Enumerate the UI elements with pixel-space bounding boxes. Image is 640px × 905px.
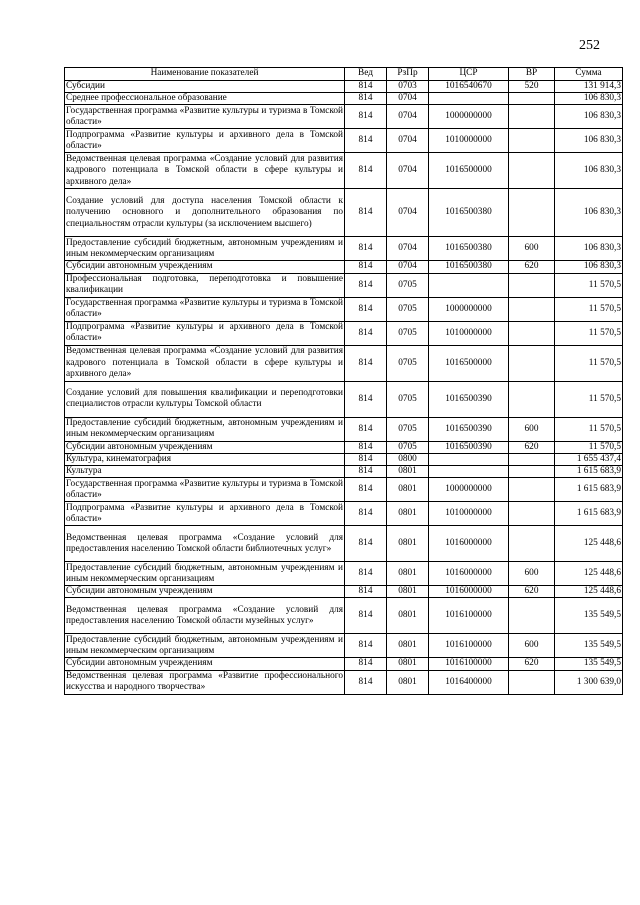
table-row (65, 478, 623, 502)
header-csr: ЦСР (429, 68, 509, 81)
row-name: Среднее профессиональное образование (65, 93, 345, 105)
row-sum: 125 448,6 (555, 562, 623, 586)
row-vr: 620 (509, 658, 555, 670)
row-csr: 1016500390 (429, 381, 509, 417)
table-row (65, 345, 623, 381)
row-ved: 814 (345, 502, 387, 526)
row-csr: 1016400000 (429, 670, 509, 694)
row-sum: 106 830,3 (555, 129, 623, 153)
row-rzpr: 0704 (387, 153, 429, 189)
row-vr (509, 381, 555, 417)
row-name: Субсидии автономным учреждениям (65, 586, 345, 598)
row-name: Ведомственная целевая программа «Развитие профессионального искусства и народного творчества» (66, 670, 343, 693)
row-ved: 814 (345, 345, 387, 381)
row-name: Культура (65, 466, 345, 478)
row-name: Подпрограмма «Развитие культуры и архивного дела в Томской области» (66, 129, 343, 151)
row-csr (429, 453, 509, 465)
header-ved: Вед (345, 68, 387, 81)
row-csr (429, 466, 509, 478)
row-ved: 814 (345, 478, 387, 502)
row-vr (509, 345, 555, 381)
row-name: Создание условий для доступа населения Томской области к получению основного и дополнительного образования по специальностям отрасли культуры (за исключением высшего) (65, 189, 345, 237)
table-row (65, 441, 623, 453)
row-csr: 1016500380 (429, 261, 509, 273)
row-vr (509, 297, 555, 321)
row-csr: 1016000000 (429, 586, 509, 598)
page-number: 252 (579, 38, 600, 53)
row-rzpr: 0703 (387, 81, 429, 93)
table-row (65, 93, 623, 105)
row-vr (509, 93, 555, 105)
row-sum: 106 830,3 (555, 105, 623, 129)
row-vr: 600 (509, 634, 555, 658)
row-sum: 106 830,3 (555, 93, 623, 105)
row-csr (429, 273, 509, 297)
row-ved: 814 (345, 189, 387, 237)
row-rzpr: 0800 (387, 453, 429, 465)
row-vr (509, 466, 555, 478)
row-name: Ведомственная целевая программа «Создание условий для предоставления населению Томской области библиотечных услуг» (65, 526, 345, 562)
row-csr: 1016100000 (429, 658, 509, 670)
row-ved: 814 (345, 297, 387, 321)
row-sum: 11 570,5 (555, 417, 623, 441)
row-sum: 11 570,5 (555, 297, 623, 321)
row-rzpr: 0801 (387, 466, 429, 478)
row-csr: 1016500000 (429, 153, 509, 189)
row-rzpr: 0704 (387, 189, 429, 237)
row-rzpr: 0801 (387, 598, 429, 634)
row-vr (509, 321, 555, 345)
row-vr: 600 (509, 562, 555, 586)
row-ved: 814 (345, 466, 387, 478)
row-csr: 1016100000 (429, 634, 509, 658)
row-name: Профессиональная подготовка, переподготовка и повышение квалификации (66, 273, 343, 296)
header-sum: Сумма (555, 68, 623, 81)
row-vr (509, 526, 555, 562)
row-sum: 106 830,3 (555, 189, 623, 237)
row-ved: 814 (345, 634, 387, 658)
row-rzpr: 0705 (387, 381, 429, 417)
row-sum: 106 830,3 (555, 237, 623, 261)
table-row (65, 237, 623, 261)
row-rzpr: 0705 (387, 321, 429, 345)
row-rzpr: 0704 (387, 129, 429, 153)
row-ved: 814 (345, 526, 387, 562)
table-row (65, 586, 623, 598)
row-csr: 1016500000 (429, 345, 509, 381)
row-name: Ведомственная целевая программа «Создание условий для предоставления населению Томской области музейных услуг» (65, 598, 345, 634)
row-rzpr: 0801 (387, 502, 429, 526)
header-vr: ВР (509, 68, 555, 81)
row-vr: 600 (509, 417, 555, 441)
row-name: Предоставление субсидий бюджетным, автономным учреждениям и иным некоммерческим организациям (66, 417, 343, 440)
row-vr (509, 189, 555, 237)
table-row (65, 466, 623, 478)
row-vr (509, 598, 555, 634)
row-rzpr: 0801 (387, 526, 429, 562)
row-csr: 1010000000 (429, 321, 509, 345)
row-vr (509, 453, 555, 465)
row-vr (509, 502, 555, 526)
row-name: Субсидии автономным учреждениям (65, 441, 345, 453)
row-name: Предоставление субсидий бюджетным, автономным учреждениям и иным некоммерческим организациям (66, 634, 343, 656)
row-name: Государственная программа «Развитие культуры и туризма в Томской области» (66, 105, 343, 127)
row-sum: 1 300 639,0 (555, 670, 623, 694)
row-rzpr: 0705 (387, 273, 429, 297)
row-rzpr: 0705 (387, 297, 429, 321)
row-rzpr: 0704 (387, 237, 429, 261)
table-row (65, 321, 623, 345)
row-csr: 1016500390 (429, 441, 509, 453)
row-csr: 1016000000 (429, 562, 509, 586)
row-rzpr: 0801 (387, 478, 429, 502)
row-rzpr: 0801 (387, 586, 429, 598)
table-row (65, 105, 623, 129)
row-name: Культура, кинематография (65, 453, 345, 465)
row-name: Создание условий для повышения квалификации и переподготовки специалистов отрасли культуры Томской области (65, 381, 345, 417)
table-row (65, 453, 623, 465)
table-row (65, 526, 623, 562)
row-rzpr: 0705 (387, 441, 429, 453)
row-name: Государственная программа «Развитие культуры и туризма в Томской области» (66, 297, 343, 320)
row-sum: 125 448,6 (555, 586, 623, 598)
header-name: Наименование показателей (65, 68, 345, 81)
row-rzpr: 0705 (387, 345, 429, 381)
row-rzpr: 0704 (387, 105, 429, 129)
row-sum: 11 570,5 (555, 345, 623, 381)
row-sum: 135 549,5 (555, 658, 623, 670)
table-row (65, 634, 623, 658)
row-ved: 814 (345, 261, 387, 273)
row-name: Ведомственная целевая программа «Создание условий для развития кадрового потенциала в Томской области в сфере культуры и архивного дела» (65, 345, 345, 381)
row-sum: 131 914,3 (555, 81, 623, 93)
row-ved: 814 (345, 441, 387, 453)
row-sum: 1 615 683,9 (555, 502, 623, 526)
row-vr (509, 273, 555, 297)
table-row (65, 502, 623, 526)
row-ved: 814 (345, 381, 387, 417)
row-csr (429, 93, 509, 105)
row-sum: 1 615 683,9 (555, 478, 623, 502)
row-csr: 1010000000 (429, 129, 509, 153)
row-rzpr: 0801 (387, 658, 429, 670)
row-csr: 1016500380 (429, 189, 509, 237)
row-name: Государственная программа «Развитие культуры и туризма в Томской области» (66, 478, 343, 500)
row-ved: 814 (345, 153, 387, 189)
table-row (65, 598, 623, 634)
row-csr: 1000000000 (429, 478, 509, 502)
row-name: Субсидии автономным учреждениям (65, 261, 345, 273)
row-name: Предоставление субсидий бюджетным, автономным учреждениям и иным некоммерческим организациям (66, 237, 343, 259)
row-csr: 1000000000 (429, 297, 509, 321)
row-vr (509, 129, 555, 153)
row-vr (509, 670, 555, 694)
row-sum: 106 830,3 (555, 153, 623, 189)
row-sum: 11 570,5 (555, 321, 623, 345)
row-sum: 125 448,6 (555, 526, 623, 562)
row-csr: 1016000000 (429, 526, 509, 562)
row-ved: 814 (345, 586, 387, 598)
row-name: Ведомственная целевая программа «Создание условий для развития кадрового потенциала в Томской области в сфере культуры и архивного дела» (65, 153, 345, 189)
table-row (65, 417, 623, 441)
row-name: Подпрограмма «Развитие культуры и архивного дела в Томской области» (66, 502, 343, 524)
row-csr: 1000000000 (429, 105, 509, 129)
row-sum: 11 570,5 (555, 441, 623, 453)
row-sum: 11 570,5 (555, 381, 623, 417)
row-sum: 135 549,5 (555, 634, 623, 658)
row-vr: 520 (509, 81, 555, 93)
row-name: Подпрограмма «Развитие культуры и архивного дела в Томской области» (66, 321, 343, 344)
row-vr: 620 (509, 586, 555, 598)
table-row (65, 562, 623, 586)
table-row (65, 658, 623, 670)
row-csr: 1016540670 (429, 81, 509, 93)
row-ved: 814 (345, 237, 387, 261)
row-ved: 814 (345, 562, 387, 586)
table-header-row (65, 68, 623, 81)
row-csr: 1010000000 (429, 502, 509, 526)
row-vr: 600 (509, 237, 555, 261)
row-rzpr: 0801 (387, 562, 429, 586)
table-row (65, 273, 623, 297)
row-sum: 1 655 437,4 (555, 453, 623, 465)
row-ved: 814 (345, 321, 387, 345)
row-sum: 106 830,3 (555, 261, 623, 273)
row-rzpr: 0704 (387, 261, 429, 273)
row-ved: 814 (345, 658, 387, 670)
row-name: Субсидии автономным учреждениям (65, 658, 345, 670)
row-csr: 1016100000 (429, 598, 509, 634)
row-vr (509, 153, 555, 189)
row-ved: 814 (345, 273, 387, 297)
table-row (65, 81, 623, 93)
row-csr: 1016500390 (429, 417, 509, 441)
row-sum: 135 549,5 (555, 598, 623, 634)
header-rzpr: РзПр (387, 68, 429, 81)
table-row (65, 297, 623, 321)
budget-table (64, 67, 623, 695)
row-ved: 814 (345, 417, 387, 441)
row-vr: 620 (509, 441, 555, 453)
table-row (65, 670, 623, 694)
row-vr: 620 (509, 261, 555, 273)
table-body (65, 81, 623, 695)
table-row (65, 381, 623, 417)
row-vr (509, 478, 555, 502)
row-sum: 1 615 683,9 (555, 466, 623, 478)
row-ved: 814 (345, 670, 387, 694)
row-rzpr: 0705 (387, 417, 429, 441)
row-csr: 1016500380 (429, 237, 509, 261)
row-vr (509, 105, 555, 129)
row-ved: 814 (345, 598, 387, 634)
row-rzpr: 0801 (387, 634, 429, 658)
table-row (65, 189, 623, 237)
table-row (65, 261, 623, 273)
row-rzpr: 0801 (387, 670, 429, 694)
row-ved: 814 (345, 129, 387, 153)
row-ved: 814 (345, 105, 387, 129)
row-rzpr: 0704 (387, 93, 429, 105)
row-name: Предоставление субсидий бюджетным, автономным учреждениям и иным некоммерческим организациям (66, 562, 343, 584)
row-ved: 814 (345, 453, 387, 465)
table-row (65, 129, 623, 153)
row-sum: 11 570,5 (555, 273, 623, 297)
table-row (65, 153, 623, 189)
row-name: Субсидии (65, 81, 345, 93)
row-ved: 814 (345, 93, 387, 105)
row-ved: 814 (345, 81, 387, 93)
